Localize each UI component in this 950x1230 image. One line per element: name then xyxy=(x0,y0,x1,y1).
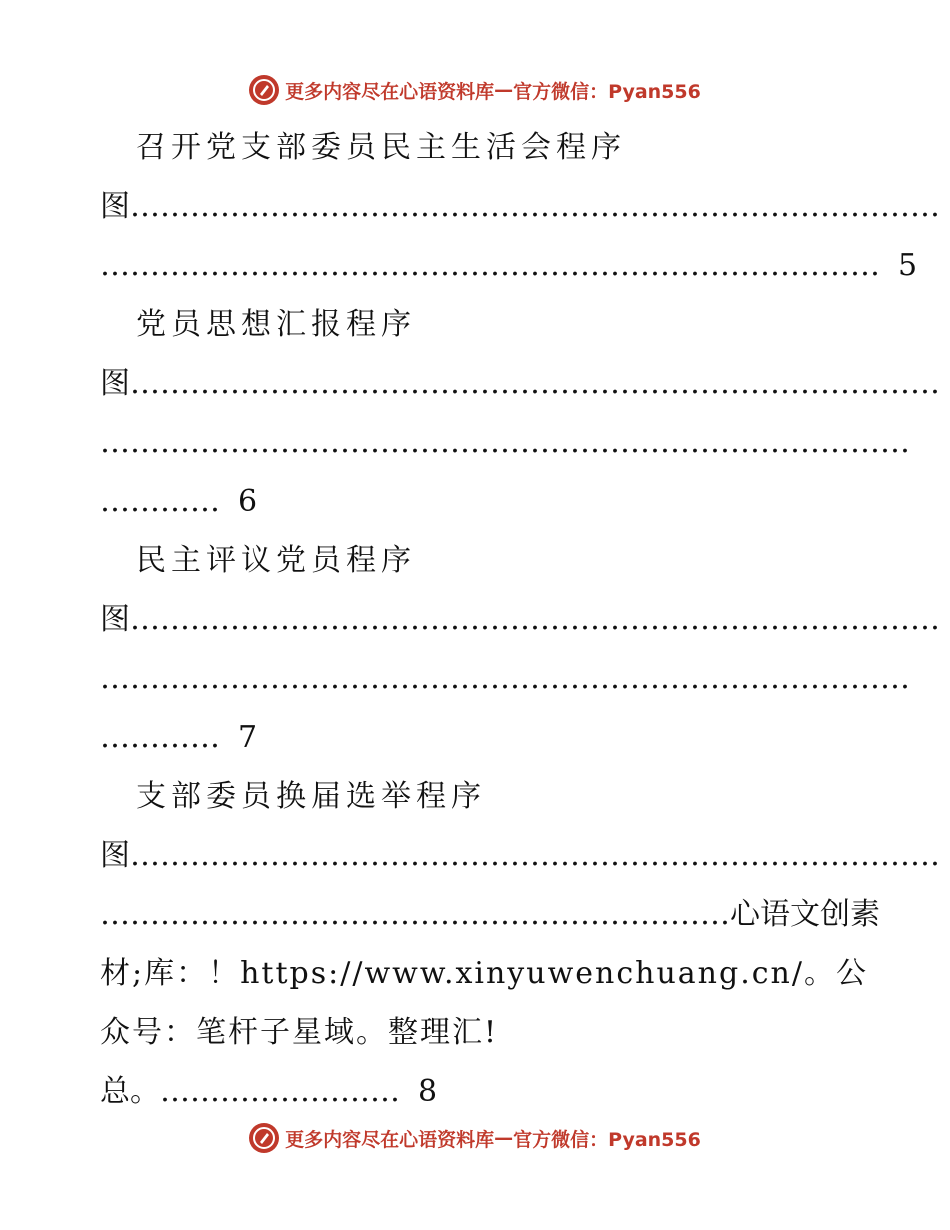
banner-dash: — xyxy=(494,1127,514,1149)
toc-entry-title: 支部委员换届选举程序 xyxy=(136,779,486,814)
toc-leader: 图……………………………………………………………………… xyxy=(100,366,940,401)
toc-leader: ……………………………………………………………………… xyxy=(100,425,910,460)
pen-logo-icon xyxy=(249,1123,279,1153)
banner-title: 更多内容尽在心语资料库 xyxy=(285,1128,495,1151)
toc-page-number: 8 xyxy=(418,1074,438,1109)
toc-page-number: 7 xyxy=(238,720,258,755)
toc-leader: …………………………………………………………………… xyxy=(100,248,880,283)
banner-wechat: 官方微信：Pyan556 xyxy=(513,1128,701,1151)
toc-leader: ………… xyxy=(100,484,220,519)
toc-leader: 图……………………………………………………………………… xyxy=(100,602,940,637)
toc-leader: ………… xyxy=(100,720,220,755)
toc-leader-end xyxy=(100,472,850,531)
banner-title: 更多内容尽在心语资料库 xyxy=(285,80,495,103)
body-text: 众号：笔杆子星域。整理汇! xyxy=(100,1015,499,1050)
toc-entry-title: 民主评议党员程序 xyxy=(136,543,416,578)
header-banner xyxy=(0,70,950,110)
banner-dash: — xyxy=(494,79,514,101)
toc-leader-end xyxy=(100,1062,850,1121)
toc-leader-end xyxy=(100,236,918,295)
toc-leader: ……………………………………………………………………… xyxy=(100,661,910,696)
toc-page-number: 5 xyxy=(898,248,918,283)
toc-leader: 图……………………………………………………………………… xyxy=(100,838,940,873)
toc-leader-end xyxy=(100,708,850,767)
toc-page-number: 6 xyxy=(238,484,258,519)
pen-logo-icon xyxy=(249,75,279,105)
body-text: 材;库：！https://www.xinyuwenchuang.cn/。公 xyxy=(100,956,868,991)
banner-wechat: 官方微信：Pyan556 xyxy=(513,80,701,103)
toc-leader: 总。…………………… xyxy=(100,1074,400,1109)
toc-content xyxy=(100,118,940,1121)
footer-banner xyxy=(0,1118,950,1158)
toc-leader: 图……………………………………………………………………… xyxy=(100,189,940,224)
toc-entry-title: 召开党支部委员民主生活会程序 xyxy=(136,130,626,165)
toc-entry-title: 党员思想汇报程序 xyxy=(136,307,416,342)
toc-leader-text: ………………………………………………………心语文创素 xyxy=(100,897,880,932)
